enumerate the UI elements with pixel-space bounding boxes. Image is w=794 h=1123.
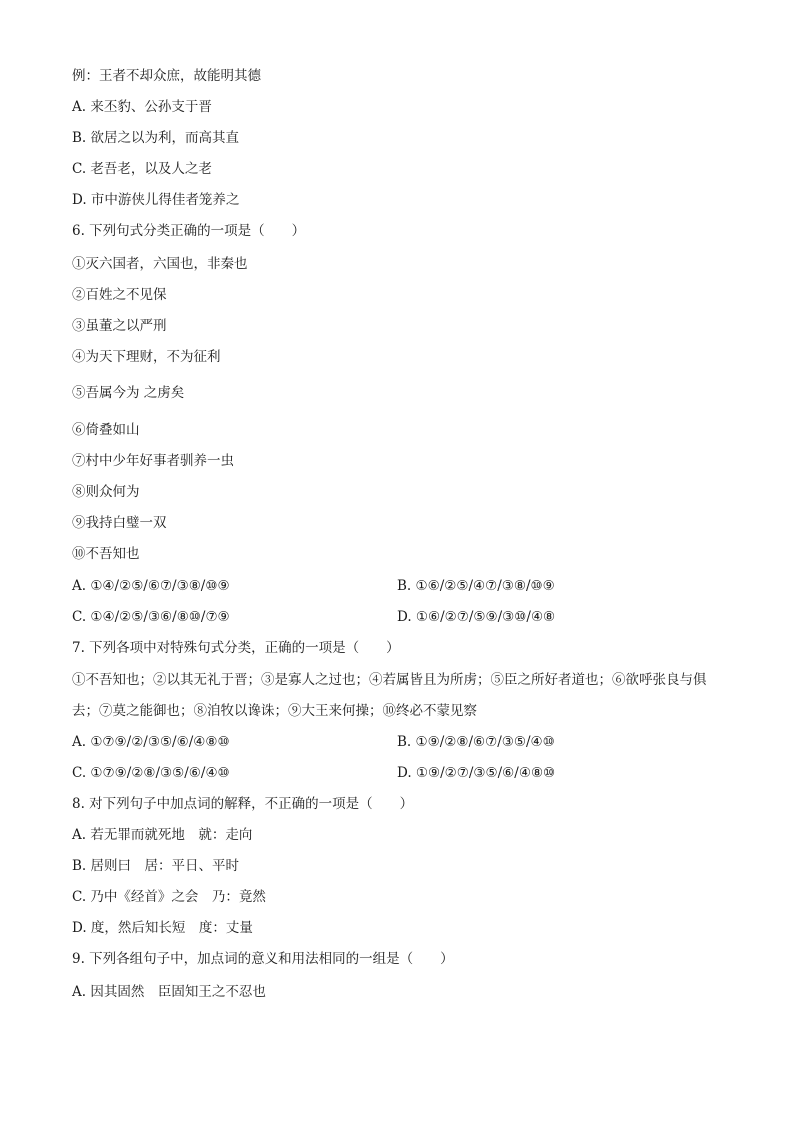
q6-sentence-6: ⑥倚叠如山 [72,422,140,438]
question-6: 6. 下列句式分类正确的一项是（ ） [72,223,306,239]
q6-option-a: A. ①④/②⑤/⑥⑦/③⑧/⑩⑨ [72,578,230,594]
q5-option-d: D. 市中游侠儿得佳者笼养之 [72,192,240,208]
q6-sentence-2: ②百姓之不见保 [72,287,167,303]
q7-sentences: ①不吾知也；②以其无礼于晋；③是寡人之过也；④若属皆且为所虏；⑤臣之所好者道也；⑥欲呼张良与俱去；⑦莫之能御也；⑧洎牧以谗诛；⑨大王来何操；⑩终必不蒙见察 [72,672,707,719]
question-9: 9. 下列各组句子中，加点词的意义和用法相同的一组是（ ） [72,951,454,967]
q7-option-c: C. ①⑦⑨/②⑧/③⑤/⑥/④⑩ [72,765,230,781]
q6-sentence-10: ⑩不吾知也 [72,546,140,562]
q6-sentence-8: ⑧则众何为 [72,484,140,500]
question-8: 8. 对下列句子中加点词的解释，不正确的一项是（ ） [72,796,414,812]
q9-option-a: A. 因其固然 臣固知王之不忍也 [72,984,266,1000]
q6-option-c: C. ①④/②⑤/③⑥/⑧⑩/⑦⑨ [72,609,230,625]
q5-option-c: C. 老吾老，以及人之老 [72,161,212,177]
q6-sentence-1: ①灭六国者，六国也，非秦也 [72,256,248,272]
q7-option-b: B. ①⑨/②⑧/⑥⑦/③⑤/④⑩ [397,734,555,750]
q6-sentence-4: ④为天下理财，不为征利 [72,349,221,365]
q8-option-b: B. 居则曰 居：平日、平时 [72,858,240,874]
q8-option-a: A. 若无罪而就死地 就：走向 [72,827,253,843]
q6-sentence-3: ③虽董之以严刑 [72,318,167,334]
q8-option-d: D. 度，然后知长短 度：丈量 [72,920,253,936]
q6-option-b: B. ①⑥/②⑤/④⑦/③⑧/⑩⑨ [397,578,555,594]
q7-option-a: A. ①⑦⑨/②/③⑤/⑥/④⑧⑩ [72,734,230,750]
q6-sentence-7: ⑦村中少年好事者驯养一虫 [72,453,234,469]
q7-option-d: D. ①⑨/②⑦/③⑤/⑥/④⑧⑩ [397,765,556,781]
q6-option-d: D. ①⑥/②⑦/⑤⑨/③⑩/④⑧ [397,609,556,625]
q5-option-b: B. 欲居之以为利，而高其直 [72,130,240,146]
q8-option-c: C. 乃中《经首》之会 乃：竟然 [72,889,266,905]
q6-sentence-9: ⑨我持白璧一双 [72,515,167,531]
example-line: 例：王者不却众庶，故能明其德 [72,68,261,84]
q6-sentence-5: ⑤吾属今为 之虏矣 [72,385,185,401]
q5-option-a: A. 来丕豹、公孙支于晋 [72,99,212,115]
question-7: 7. 下列各项中对特殊句式分类，正确的一项是（ ） [72,640,400,656]
